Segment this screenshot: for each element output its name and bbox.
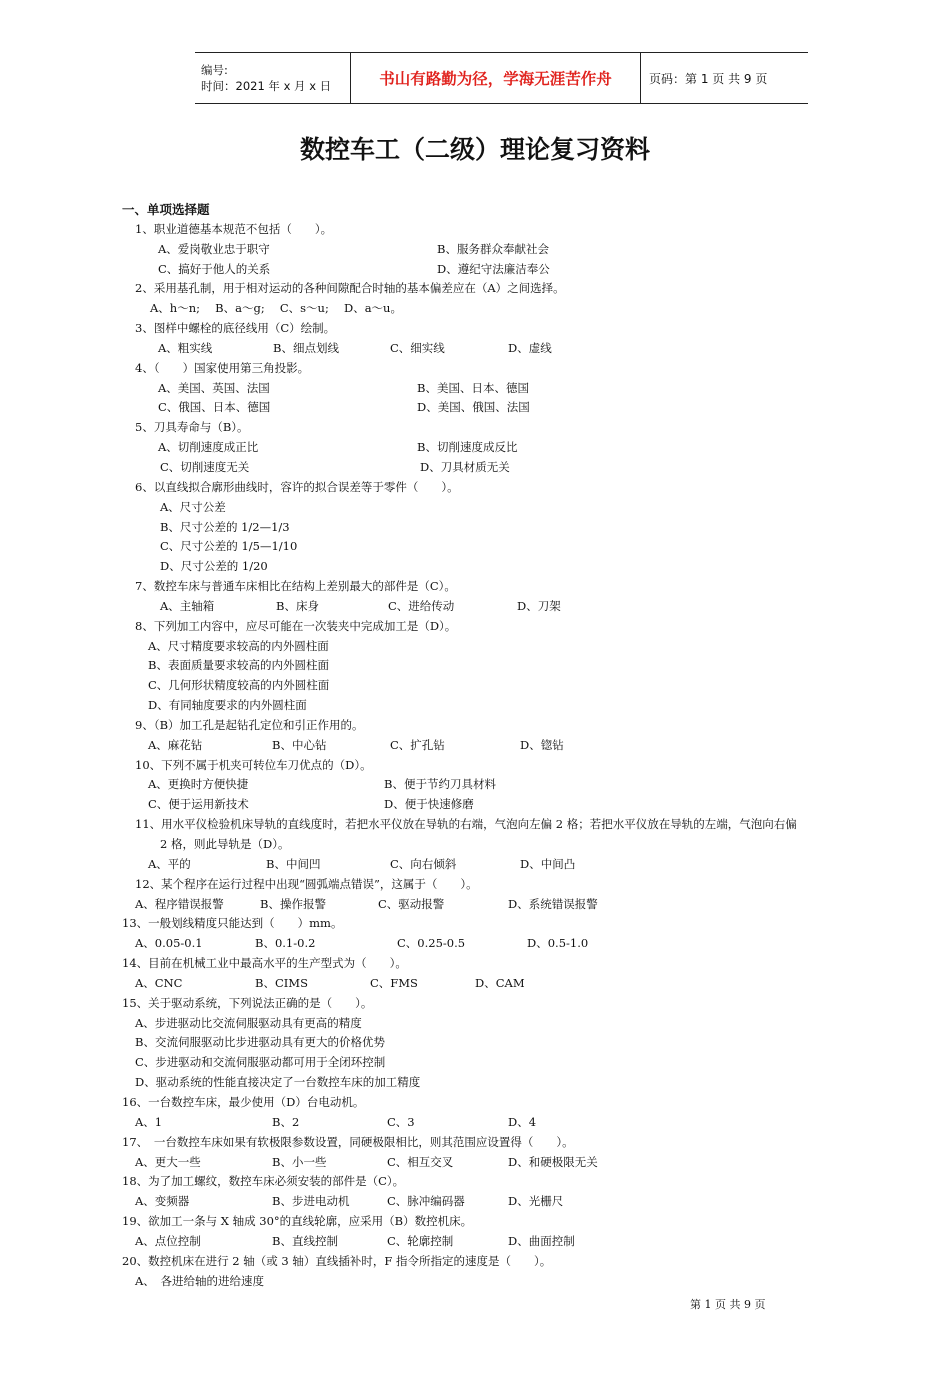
- document-title: 数控车工（二级）理论复习资料: [299, 135, 650, 164]
- option-text: C、FMS: [370, 975, 418, 990]
- text-line: [0, 1014, 950, 1034]
- option-text: D、虚线: [508, 340, 552, 355]
- question-content: [0, 200, 950, 1291]
- text-line: [0, 637, 950, 657]
- option-text: A、粗实线: [158, 340, 213, 355]
- text-line: [0, 756, 950, 776]
- option-text: B、表面质量要求较高的内外圆柱面: [148, 658, 329, 673]
- option-text: D、美国、俄国、法国: [417, 400, 530, 415]
- option-text: D、和硬极限无关: [508, 1154, 598, 1169]
- option-text: C、向右倾斜: [390, 856, 457, 871]
- text-line: [0, 260, 950, 280]
- question-lines: [0, 220, 950, 1292]
- option-text: B、床身: [276, 598, 319, 613]
- text-line: [0, 438, 950, 458]
- option-text: B、交流伺服驱动比步进驱动具有更大的价格优势: [135, 1035, 385, 1050]
- text-line: [0, 240, 950, 260]
- section-title: 一、单项选择题: [122, 202, 210, 217]
- option-text: B、尺寸公差的 1/2—1/3: [160, 519, 290, 534]
- option-text: D、尺寸公差的 1/20: [160, 559, 268, 574]
- option-text: D、驱动系统的性能直接决定了一台数控车床的加工精度: [135, 1075, 421, 1090]
- option-text: D、曲面控制: [508, 1233, 575, 1248]
- section-heading-line: [0, 200, 950, 220]
- option-text: C、0.25-0.5: [397, 936, 466, 951]
- text-line: [0, 1192, 950, 1212]
- text-line: [0, 1093, 950, 1113]
- text-line: [0, 994, 950, 1014]
- text-line: [0, 557, 950, 577]
- option-text: C、俄国、日本、德国: [158, 400, 271, 415]
- question-text: 11、用水平仪检验机床导轨的直线度时，若把水平仪放在导轨的右端，气泡向左偏 2 格；若把水平仪放在导轨的左端，气泡向右偏: [135, 817, 797, 832]
- text-line: [0, 1153, 950, 1173]
- text-line: [0, 279, 950, 299]
- text-line: [0, 934, 950, 954]
- text-line: [0, 696, 950, 716]
- text-line: [0, 1073, 950, 1093]
- question-text: 7、数控车床与普通车床相比在结构上差别最大的部件是（C）。: [135, 579, 456, 594]
- option-text: B、操作报警: [260, 896, 326, 911]
- text-line: [0, 617, 950, 637]
- option-text: A、程序错误报警: [135, 896, 224, 911]
- text-line: [0, 359, 950, 379]
- text-line: [0, 379, 950, 399]
- option-text: A、尺寸精度要求较高的内外圆柱面: [148, 638, 329, 653]
- question-text: 2 格，则此导轨是（D）。: [160, 837, 290, 851]
- question-text: 16、一台数控车床，最少使用（D）台电动机。: [122, 1094, 365, 1109]
- text-line: [0, 1033, 950, 1053]
- option-text: A、 各进给轴的进给速度: [135, 1273, 265, 1288]
- question-text: 3、图样中螺栓的底径线用（C）绘制。: [135, 321, 336, 336]
- option-text: A、切削速度成正比: [158, 440, 259, 455]
- page-footer: 第 1 页 共 9 页: [690, 1298, 766, 1311]
- text-line: [0, 835, 950, 855]
- option-text: A、h～n; B、a～g; C、s～u; D、a～u。: [150, 301, 402, 316]
- question-text: 4、（ ）国家使用第三角投影。: [135, 360, 310, 375]
- question-text: 20、数控机床在进行 2 轴（或 3 轴）直线插补时，F 指令所指定的速度是（ ）。: [122, 1253, 552, 1268]
- text-line: [0, 736, 950, 756]
- text-line: [0, 398, 950, 418]
- option-text: D、有同轴度要求的内外圆柱面: [148, 698, 307, 713]
- text-line: [0, 656, 950, 676]
- question-text: 5、刀具寿命与（B）。: [135, 420, 249, 435]
- option-text: C、进给传动: [388, 598, 455, 613]
- text-line: [0, 1272, 950, 1292]
- option-text: A、爱岗敬业忠于职守: [158, 241, 270, 256]
- text-line: [0, 220, 950, 240]
- text-line: [0, 1252, 950, 1272]
- option-text: D、4: [508, 1114, 537, 1129]
- option-text: D、遵纪守法廉洁奉公: [437, 261, 550, 276]
- option-text: D、刀具材质无关: [420, 459, 510, 474]
- text-line: [0, 954, 950, 974]
- option-text: B、步进电动机: [272, 1194, 350, 1209]
- text-line: [0, 418, 950, 438]
- question-text: 8、下列加工内容中，应尽可能在一次装夹中完成加工是（D）。: [135, 618, 457, 633]
- question-text: 9、（B）加工孔是起钻孔定位和引正作用的。: [135, 717, 364, 732]
- option-text: D、刀架: [517, 598, 561, 613]
- document-number-label: 编号:: [201, 63, 228, 77]
- option-text: A、变频器: [135, 1194, 190, 1209]
- text-line: [0, 537, 950, 557]
- option-text: C、细实线: [390, 340, 445, 355]
- question-text: 12、某个程序在运行过程中出现“圆弧端点错误”，这属于（ ）。: [135, 876, 478, 891]
- question-text: 15、关于驱动系统，下列说法正确的是（ ）。: [122, 995, 373, 1010]
- document-time-label: 时间：2021 年 x 月 x 日: [201, 79, 332, 93]
- text-line: [0, 1133, 950, 1153]
- text-line: [0, 775, 950, 795]
- text-line: [0, 1172, 950, 1192]
- question-text: 14、目前在机械工业中最高水平的生产型式为（ ）。: [122, 956, 407, 971]
- header-page-cell: [641, 53, 808, 103]
- header-page-number: 页码：第 1 页 共 9 页: [649, 71, 768, 86]
- text-line: [0, 1212, 950, 1232]
- text-line: [0, 1232, 950, 1252]
- option-text: C、相互交叉: [387, 1154, 454, 1169]
- option-text: C、扩孔钻: [390, 737, 445, 752]
- option-text: C、切削速度无关: [160, 459, 250, 474]
- text-line: [0, 478, 950, 498]
- option-text: C、3: [387, 1114, 415, 1129]
- option-text: A、主轴箱: [160, 598, 215, 613]
- text-line: [0, 339, 950, 359]
- option-text: B、0.1-0.2: [255, 936, 316, 951]
- text-line: [0, 299, 950, 319]
- option-text: A、1: [135, 1114, 163, 1129]
- option-text: B、中间凹: [266, 856, 321, 871]
- option-text: B、直线控制: [272, 1233, 338, 1248]
- option-text: D、系统错误报警: [508, 896, 598, 911]
- option-text: B、小一些: [272, 1154, 327, 1169]
- text-line: [0, 319, 950, 339]
- text-line: [0, 895, 950, 915]
- text-line: [0, 518, 950, 538]
- option-text: D、光栅尺: [508, 1194, 564, 1209]
- option-text: C、便于运用新技术: [148, 797, 249, 812]
- text-line: [0, 914, 950, 934]
- option-text: C、驱动报警: [378, 896, 445, 911]
- question-text: 19、欲加工一条与 X 轴成 30°的直线轮廓，应采用（B）数控机床。: [122, 1214, 473, 1229]
- question-text: 2、采用基孔制，用于相对运动的各种间隙配合时轴的基本偏差应在（A）之间选择。: [135, 281, 565, 296]
- option-text: C、步进驱动和交流伺服驱动都可用于全闭环控制: [135, 1055, 386, 1070]
- option-text: A、更大一些: [135, 1154, 201, 1169]
- text-line: [0, 1053, 950, 1073]
- option-text: B、细点划线: [273, 340, 339, 355]
- text-line: [0, 795, 950, 815]
- option-text: C、尺寸公差的 1/5—1/10: [160, 539, 298, 554]
- option-text: D、0.5-1.0: [527, 936, 589, 951]
- option-text: A、尺寸公差: [160, 499, 226, 514]
- text-line: [0, 716, 950, 736]
- question-text: 10、下列不属于机夹可转位车刀优点的（D）。: [135, 757, 372, 772]
- option-text: C、几何形状精度较高的内外圆柱面: [148, 678, 330, 693]
- option-text: A、更换时方便快捷: [148, 777, 249, 792]
- option-text: B、CIMS: [255, 975, 308, 990]
- option-text: B、中心钻: [272, 737, 327, 752]
- text-line: [0, 597, 950, 617]
- option-text: C、脉冲编码器: [387, 1194, 465, 1209]
- option-text: C、轮廓控制: [387, 1233, 454, 1248]
- option-text: D、锪钻: [520, 737, 564, 752]
- header-motto: 书山有路勤为径，学海无涯苦作舟: [379, 70, 612, 88]
- question-text: 13、一般划线精度只能达到（ ）mm。: [122, 916, 343, 931]
- text-line: [0, 458, 950, 478]
- header-motto-cell: [351, 53, 641, 103]
- option-text: D、中间凸: [520, 856, 576, 871]
- question-text: 18、为了加工螺纹，数控车床必须安装的部件是（C）。: [122, 1174, 405, 1189]
- text-line: [0, 875, 950, 895]
- page-header: [195, 52, 808, 104]
- option-text: B、2: [272, 1114, 300, 1129]
- option-text: B、服务群众奉献社会: [437, 241, 549, 256]
- option-text: A、平的: [148, 856, 191, 871]
- text-line: [0, 974, 950, 994]
- text-line: [0, 855, 950, 875]
- question-text: 17、 一台数控车床如果有软极限参数设置，同硬极限相比，则其范围应设置得（ ）。: [122, 1134, 574, 1149]
- text-line: [0, 577, 950, 597]
- option-text: A、0.05-0.1: [135, 936, 203, 951]
- text-line: [0, 498, 950, 518]
- question-text: 1、职业道德基本规范不包括（ ）。: [135, 221, 333, 236]
- option-text: A、步进驱动比交流伺服驱动具有更高的精度: [135, 1015, 362, 1030]
- option-text: C、搞好于他人的关系: [158, 261, 271, 276]
- text-line: [0, 1113, 950, 1133]
- option-text: A、美国、英国、法国: [158, 380, 270, 395]
- option-text: D、CAM: [475, 975, 525, 990]
- header-left-cell: [195, 53, 351, 103]
- option-text: B、美国、日本、德国: [417, 380, 529, 395]
- option-text: A、麻花钻: [148, 737, 203, 752]
- option-text: D、便于快速修磨: [384, 797, 474, 812]
- option-text: A、CNC: [135, 975, 183, 990]
- option-text: B、便于节约刀具材料: [384, 777, 496, 792]
- option-text: A、点位控制: [135, 1233, 201, 1248]
- text-line: [0, 676, 950, 696]
- question-text: 6、以直线拟合廓形曲线时，容许的拟合误差等于零件（ ）。: [135, 479, 459, 494]
- option-text: B、切削速度成反比: [417, 440, 518, 455]
- text-line: [0, 815, 950, 835]
